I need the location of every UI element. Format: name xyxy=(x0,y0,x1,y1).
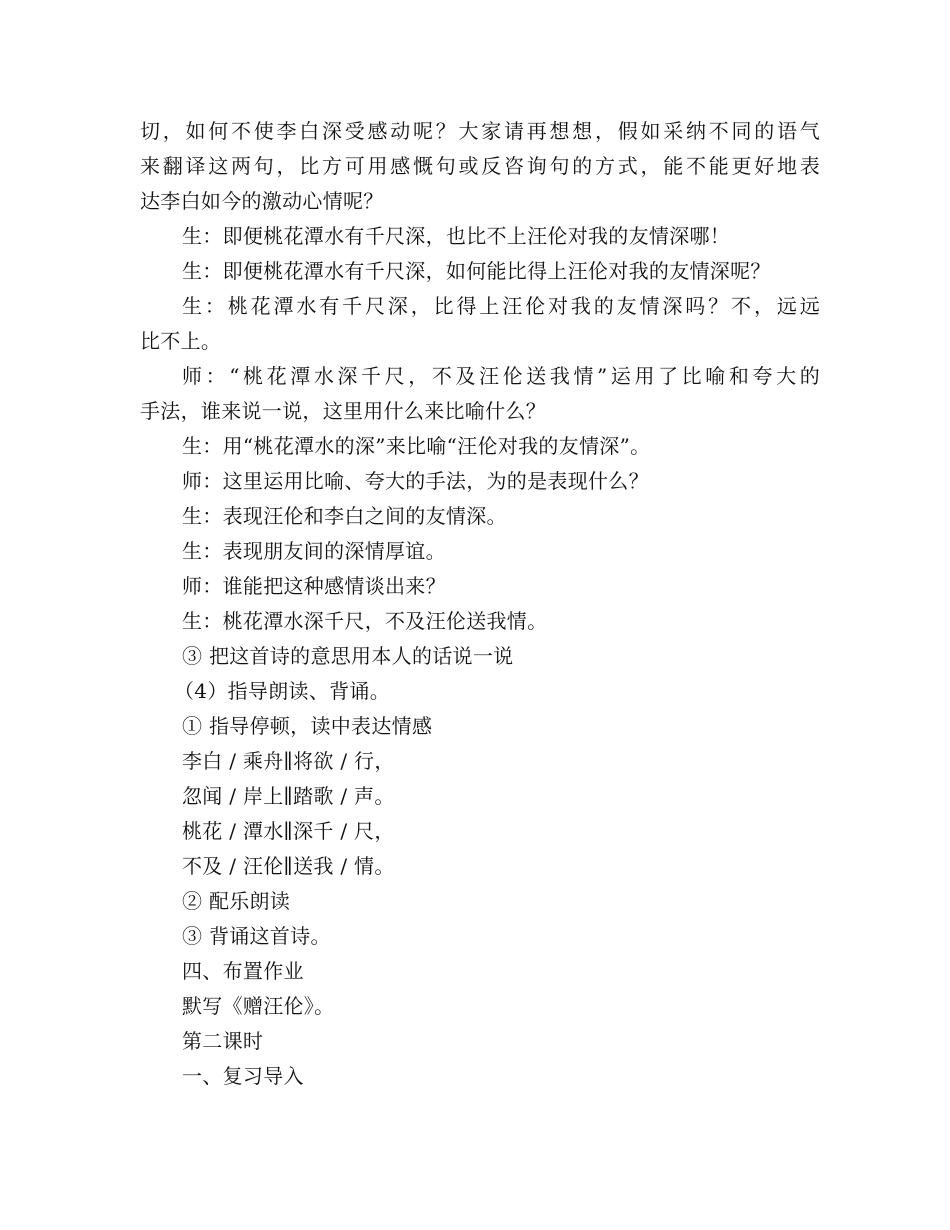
dialogue-line: 师：谁能把这种感情谈出来？ xyxy=(182,574,446,598)
dialogue-line-continued: 比不上。 xyxy=(140,329,222,353)
section-item: （4）指导朗读、背诵。 xyxy=(174,679,391,703)
paragraph-line: 来翻译这两句，比方可用感慨句或反咨询句的方式，能不能更好地表 xyxy=(140,154,820,178)
dialogue-line: 生：即便桃花潭水有千尺深，如何能比得上汪伦对我的友情深呢？ xyxy=(182,259,771,283)
lesson-heading: 第二课时 xyxy=(182,1029,264,1053)
poem-line: 忽闻 / 岸上∥踏歌 / 声。 xyxy=(182,784,395,808)
dialogue-line: 生：即便桃花潭水有千尺深，也比不上汪伦对我的友情深哪！ xyxy=(182,224,731,248)
step-item: ② 配乐朗读 xyxy=(182,889,291,913)
step-item: ③ 把这首诗的意思用本人的话说一说 xyxy=(182,644,514,668)
step-item: ③ 背诵这首诗。 xyxy=(182,924,331,948)
dialogue-line: 生：用“桃花潭水的深”来比喻“汪伦对我的友情深”。 xyxy=(182,434,651,458)
dialogue-line-continued: 手法，谁来说一说，这里用什么来比喻什么？ xyxy=(140,399,546,423)
dialogue-line: 生：桃花潭水有千尺深，比得上汪伦对我的友情深吗？不，远远 xyxy=(182,294,820,318)
poem-line: 李白 / 乘舟∥将欲 / 行， xyxy=(182,749,395,773)
section-heading: 四、布置作业 xyxy=(182,959,304,983)
poem-line: 桃花 / 潭水∥深千 / 尺， xyxy=(182,819,395,843)
section-heading: 一、复习导入 xyxy=(182,1064,304,1088)
dialogue-line: 生：桃花潭水深千尺，不及汪伦送我情。 xyxy=(182,609,548,633)
dialogue-line: 师：“桃花潭水深千尺，不及汪伦送我情”运用了比喻和夸大的 xyxy=(182,364,820,388)
document-body xyxy=(140,114,820,1094)
paragraph-line: 切，如何不使李白深受感动呢？大家请再想想，假如采纳不同的语气 xyxy=(140,119,820,143)
dialogue-line: 师：这里运用比喻、夸大的手法，为的是表现什么？ xyxy=(182,469,649,493)
poem-line: 不及 / 汪伦∥送我 / 情。 xyxy=(182,854,395,878)
assignment-text: 默写《赠汪伦》。 xyxy=(182,994,335,1018)
step-item: ① 指导停顿，读中表达情感 xyxy=(182,714,433,738)
paragraph-line: 达李白如今的激动心情呢？ xyxy=(140,189,384,213)
dialogue-line: 生：表现汪伦和李白之间的友情深。 xyxy=(182,504,507,528)
dialogue-line: 生：表现朋友间的深情厚谊。 xyxy=(182,539,446,563)
